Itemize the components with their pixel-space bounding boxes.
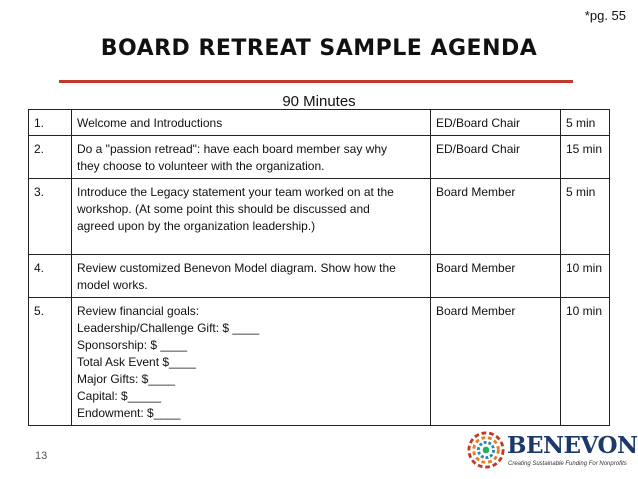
page-reference: *pg. 55 [584,8,626,23]
slide-page-number: 13 [35,450,48,462]
duration: 15 min [561,136,610,179]
duration: 10 min [561,298,610,426]
agenda-item-line: Review customized Benevon Model diagram. Show how the [77,261,396,275]
title-divider [59,80,573,83]
presenter: Board Member [431,298,561,426]
benevon-globe-icon [467,431,505,469]
agenda-item-line: agreed upon by the organization leadership.) [77,219,316,233]
table-row [29,110,610,136]
table-row [29,136,610,179]
row-number: 5. [29,298,72,426]
agenda-item-line: they choose to volunteer with the organization. [77,159,325,173]
agenda-item-line: workshop. (At some point this should be discussed and [77,202,370,216]
table-row [29,298,610,426]
agenda-item-line: model works. [77,278,148,292]
agenda-item [72,298,431,426]
agenda-item [72,179,431,255]
row-number: 1. [29,110,72,136]
presenter: Board Member [431,179,561,255]
presenter: ED/Board Chair [431,136,561,179]
logo-tagline: Creating Sustainable Funding For Nonprofits [508,461,627,467]
row-number: 2. [29,136,72,179]
row-number: 3. [29,179,72,255]
agenda-item-line: Review financial goals: [77,304,200,318]
agenda-item-line: Major Gifts: $____ [77,372,176,386]
agenda-item-line: Sponsorship: $ ____ [77,338,188,352]
table-row [29,255,610,298]
agenda-item-line: Total Ask Event $____ [77,355,196,369]
agenda-item [72,255,431,298]
agenda-item-line: Leadership/Challenge Gift: $ ____ [77,321,260,335]
duration: 10 min [561,255,610,298]
agenda-table [28,109,610,426]
agenda-item-line: Do a "passion retread": have each board member say why [77,142,388,156]
agenda-duration: 90 Minutes [282,93,356,110]
logo-wordmark: BENEVON [507,432,638,459]
duration: 5 min [561,179,610,255]
agenda-item-line: Capital: $_____ [77,389,162,403]
presenter: ED/Board Chair [431,110,561,136]
page-title: BOARD RETREAT SAMPLE AGENDA [100,36,538,61]
agenda-item [72,136,431,179]
presenter: Board Member [431,255,561,298]
agenda-item-line: Welcome and Introductions [77,116,223,130]
table-row [29,179,610,255]
row-number: 4. [29,255,72,298]
agenda-item [72,110,431,136]
benevon-logo [467,431,638,475]
duration: 5 min [561,110,610,136]
agenda-item-line: Introduce the Legacy statement your team worked on at the [77,185,394,199]
agenda-item-line: Endowment: $____ [77,406,181,420]
